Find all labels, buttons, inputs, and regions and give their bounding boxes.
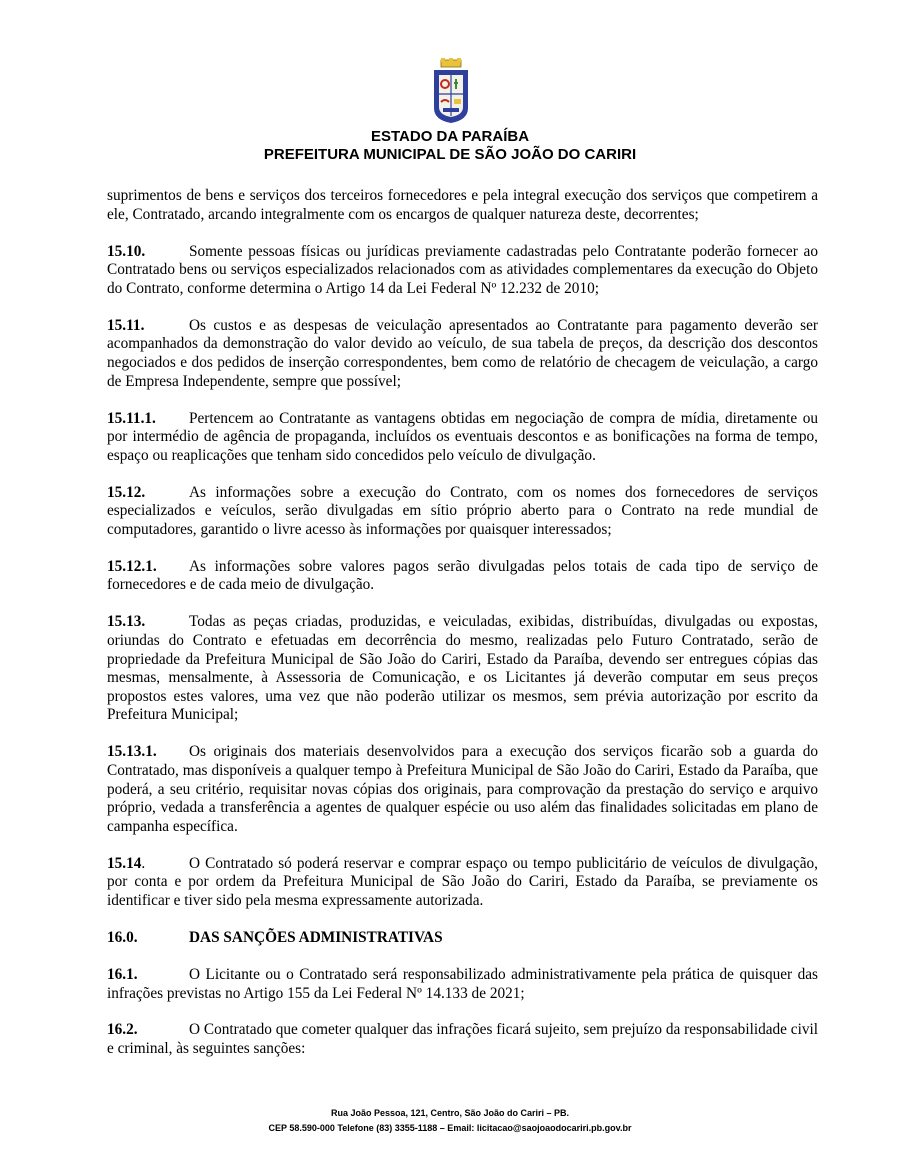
document-header xyxy=(0,128,900,164)
section-heading xyxy=(107,929,818,948)
clause-number: 15.14 xyxy=(107,854,142,872)
clause-text: Pertencem ao Contratante as vantagens obtidas em negociação de compra de mídia, diretamente ou por intermédio de agência de propaganda, incluídos os eventuais descontos e as bonificações na forma de tempo, espaço ou reaplicações que tenham sido concedidos pelo veículo de divulgação. xyxy=(107,409,818,464)
clause-number: 15.10. xyxy=(107,242,146,260)
intro-paragraph: suprimentos de bens e serviços dos terceiros fornecedores e pela integral execução dos serviços que competirem a ele, Contratado, arcando integralmente com os encargos de qualquer natureza deste, decorrentes; xyxy=(107,187,818,223)
clause-number: 15.12.1. xyxy=(107,557,157,575)
clause-15-13 xyxy=(107,613,818,725)
clause-15-14 xyxy=(107,855,818,911)
footer-address: Rua João Pessoa, 121, Centro, São João do Cariri – PB. xyxy=(330,1108,570,1118)
clause-number: 15.13.1. xyxy=(107,743,157,761)
clause-text: As informações sobre valores pagos serão divulgadas pelos totais de cada tipo de serviço de fornecedores e de cada meio de divulgação. xyxy=(107,557,818,594)
clause-number-suffix: . xyxy=(141,854,146,872)
clause-15-13-1 xyxy=(107,743,818,836)
clause-text: Os originais dos materiais desenvolvidos para a execução dos serviços ficarão sob a guarda do Contratado, mas disponíveis a qualquer tempo à Prefeitura Municipal de São João do Cariri, Estado da Paraíba, que poderá, a seu critério, requisitar novas cópias dos originais, para comprovação da prestação do serviço e arquivo próprio, vedada a transferência a agentes de qualquer espécie ou uso além das finalidades solicitadas em plano de campanha específica. xyxy=(107,743,818,835)
clause-text: Somente pessoas físicas ou jurídicas previamente cadastradas pelo Contratante poderão fornecer ao Contratado bens ou serviços especializados relacionados com as atividades complementares da execução do Objeto do Contrato, conforme determina o Artigo 14 da Lei Federal Nº 12.232 de 2010; xyxy=(107,242,818,297)
clause-number: 15.11.1. xyxy=(107,409,156,427)
footer-contact: CEP 58.590-000 Telefone (83) 3355-1188 – Email: licitacao@saojoaodocariri.pb.gov.br xyxy=(268,1123,632,1133)
document-body xyxy=(107,187,818,1077)
clause-15-11 xyxy=(107,317,818,391)
clause-number: 16.1. xyxy=(107,965,138,983)
municipal-crest-logo xyxy=(431,58,471,124)
clause-15-12-1 xyxy=(107,558,818,595)
clause-16-1 xyxy=(107,966,818,1003)
clause-text: O Licitante ou o Contratado será responsabilizado administrativamente pela prática de quisquer das infrações previstas no Artigo 155 da Lei Federal Nº 14.133 de 2021; xyxy=(107,965,818,1002)
section-title: DAS SANÇÕES ADMINISTRATIVAS xyxy=(189,928,443,946)
clause-text: O Contratado que cometer qualquer das infrações ficará sujeito, sem prejuízo da responsabilidade civil e criminal, às seguintes sanções: xyxy=(107,1021,818,1058)
clause-16-2 xyxy=(107,1021,818,1058)
clause-number: 15.13. xyxy=(107,613,146,631)
clause-number: 16.2. xyxy=(107,1021,138,1039)
section-number: 16.0. xyxy=(107,928,138,946)
clause-number: 15.11. xyxy=(107,316,145,334)
clause-15-12 xyxy=(107,484,818,540)
clause-15-10 xyxy=(107,243,818,299)
document-footer xyxy=(0,1106,900,1136)
clause-15-11-1 xyxy=(107,410,818,466)
clause-text: O Contratado só poderá reservar e comprar espaço ou tempo publicitário de veículos de divulgação, por conta e por ordem da Prefeitura Municipal de São João do Cariri, Estado da Paraíba, se previamente os identificar e tiver sido pela mesma expressamente autorizada. xyxy=(107,854,818,909)
clause-text: Todas as peças criadas, produzidas, e veiculadas, exibidas, distribuídas, divulgadas ou expostas, oriundas do Contrato e efetuadas em decorrência do mesmo, realizadas pelo Futuro Contratado, serão de propriedade da Prefeitura Municipal de São João do Cariri, Estado da Paraíba, devendo ser entregues cópias das mesmas, mensalmente, à Assessoria de Comunicação, e os Licitantes já deverão computar em seus preços propostos estes valores, uma vez que não poderão utilizar os mesmos, sem prévia autorização por escrito da Prefeitura Municipal; xyxy=(107,613,818,724)
prefecture-title: PREFEITURA MUNICIPAL DE SÃO JOÃO DO CARIRI xyxy=(263,146,637,163)
clause-number: 15.12. xyxy=(107,483,146,501)
state-title: ESTADO DA PARAÍBA xyxy=(370,128,530,145)
clause-text: Os custos e as despesas de veiculação apresentados ao Contratante para pagamento deverão ser acompanhados da demonstração do valor devido ao veículo, de sua tabela de preços, da descrição dos descontos negociados e dos pedidos de inserção correspondentes, bem como de relatório de checagem de veiculação, a cargo de Empresa Independente, sempre que possível; xyxy=(107,316,818,390)
clause-text: As informações sobre a execução do Contrato, com os nomes dos fornecedores de serviços especializados e veículos, serão divulgadas em sítio próprio aberto para o Contrato na rede mundial de computadores, garantido o livre acesso às informações por quaisquer interessados; xyxy=(107,483,818,538)
